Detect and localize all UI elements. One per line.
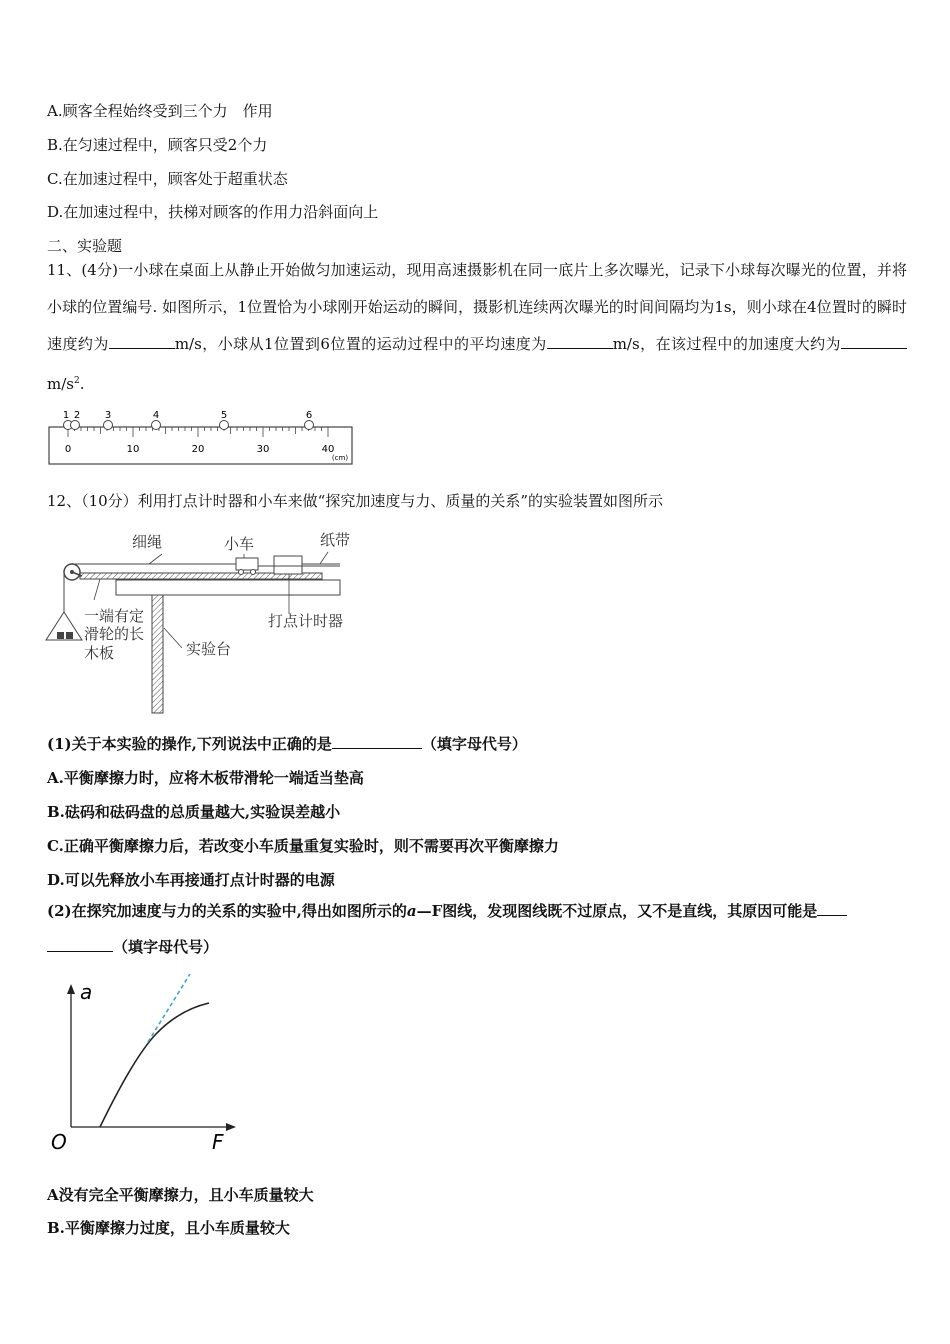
answer-blank-1[interactable] (109, 334, 175, 349)
q12-sub2-text-b: —F图线，发现图线既不过原点，又不是直线，其原因可能是 (416, 902, 818, 920)
question-11 (47, 252, 907, 403)
label-board-1: 一端有定 (84, 607, 145, 625)
af-curve (100, 1003, 209, 1127)
tick-20: 20 (191, 444, 205, 455)
tick-10: 10 (126, 444, 140, 455)
label-cart: 小车 (224, 535, 255, 553)
tick-0: 0 (64, 444, 72, 455)
origin-label: O (51, 1130, 67, 1154)
timer (274, 556, 302, 574)
label-timer: 打点计时器 (268, 612, 344, 630)
x-axis-label: F (212, 1130, 224, 1154)
q12-sub1-text: (1)关于本实验的操作,下列说法中正确的是 (47, 735, 332, 753)
q11-text: 11、(4分)一小球在桌面上从静止开始做匀加速运动，现用高速摄影机在同一底片上多次曝光，记录下小球每次曝光的位置，并将小球的位置编号. 如图所示，1位置恰为小球刚开始运动的瞬间，摄影机连续两次曝光的时间间隔均为1s，则小球在4位置时的瞬时速度约为 (47, 261, 907, 353)
q11-sup: 2 (73, 376, 80, 386)
label-tape: 纸带 (320, 531, 351, 549)
ball-2 (71, 410, 81, 430)
table-leg (152, 595, 163, 713)
ruler-figure (47, 405, 357, 467)
label-board-3: 木板 (84, 644, 115, 662)
ball-3 (104, 410, 113, 430)
answer-blank-5b[interactable] (47, 937, 113, 952)
q12-sub2-tail: （填字母代号） (113, 938, 219, 956)
cart (236, 558, 258, 570)
y-axis-label: a (80, 980, 93, 1004)
ball-label-2: 2 (73, 410, 81, 421)
q12-opt1-a: A.平衡摩擦力时，应将木板带滑轮一端适当垫高 (47, 769, 364, 787)
ball-label-3: 3 (104, 410, 112, 421)
ball-label-5: 5 (220, 410, 228, 421)
apparatus-figure (44, 528, 364, 718)
x-axis-arrow (226, 1123, 236, 1131)
section-title: 二、实验题 (47, 237, 123, 255)
ball-label-6: 6 (305, 410, 313, 421)
q12-sub2 (47, 893, 907, 965)
q12-opt1-d: D.可以先释放小车再接通打点计时器的电源 (47, 871, 335, 889)
q12-opt2-a: A没有完全平衡摩擦力，且小车质量较大 (47, 1186, 314, 1204)
q11-unit2: m/s，在该过程中的加速度大约为 (612, 335, 841, 353)
q11-end: . (79, 375, 85, 393)
ball-5 (220, 410, 229, 430)
label-board-2: 滑轮的长 (84, 625, 145, 643)
weight-1 (57, 632, 64, 639)
weight-2 (66, 632, 73, 639)
ball-4 (152, 410, 161, 430)
option-c-prev: C.在加速过程中，顾客处于超重状态 (47, 170, 288, 188)
ball-label-1: 1 (62, 410, 70, 421)
label-rope: 细绳 (132, 533, 163, 551)
option-d-prev: D.在加速过程中，扶梯对顾客的作用力沿斜面向上 (47, 203, 379, 221)
answer-blank-2[interactable] (547, 334, 613, 349)
ball-6 (305, 410, 314, 430)
label-table: 实验台 (186, 640, 232, 658)
q12-sub1-tail: （填字母代号） (421, 735, 527, 753)
answer-blank-4[interactable] (332, 734, 422, 749)
q12-title: 12、（10分）利用打点计时器和小车来做“探究加速度与力、质量的关系”的实验装置如图所示 (47, 492, 664, 510)
q11-unit3: m/s (47, 375, 74, 393)
q12-opt2-b: B.平衡摩擦力过度，且小车质量较大 (47, 1219, 290, 1237)
q12-opt1-b: B.砝码和砝码盘的总质量越大,实验误差越小 (47, 803, 341, 821)
answer-blank-3[interactable] (841, 334, 907, 349)
table-top (116, 580, 340, 595)
ball-label-4: 4 (152, 410, 160, 421)
answer-blank-5a[interactable] (817, 901, 847, 916)
q11-unit1: m/s，小球从1位置到6位置的运动过程中的平均速度为 (174, 335, 547, 353)
tangent-line (148, 974, 190, 1042)
option-a-prev: A.顾客全程始终受到三个力 作用 (47, 102, 273, 120)
ruler-unit: (cm) (331, 454, 349, 462)
q12-opt1-c: C.正确平衡摩擦力后，若改变小车质量重复实验时，则不需要再次平衡摩擦力 (47, 837, 559, 855)
q12-sub2-var: a (406, 902, 417, 920)
q12-sub2-text-a: (2)在探究加速度与力的关系的实验中,得出如图所示的 (47, 902, 407, 920)
af-graph (44, 972, 244, 1157)
option-b-prev: B.在匀速过程中，顾客只受2个力 (47, 136, 268, 154)
tick-30: 30 (256, 444, 270, 455)
q12-sub1 (47, 734, 527, 754)
y-axis-arrow (67, 984, 75, 994)
tick-40: 40 (321, 444, 335, 455)
